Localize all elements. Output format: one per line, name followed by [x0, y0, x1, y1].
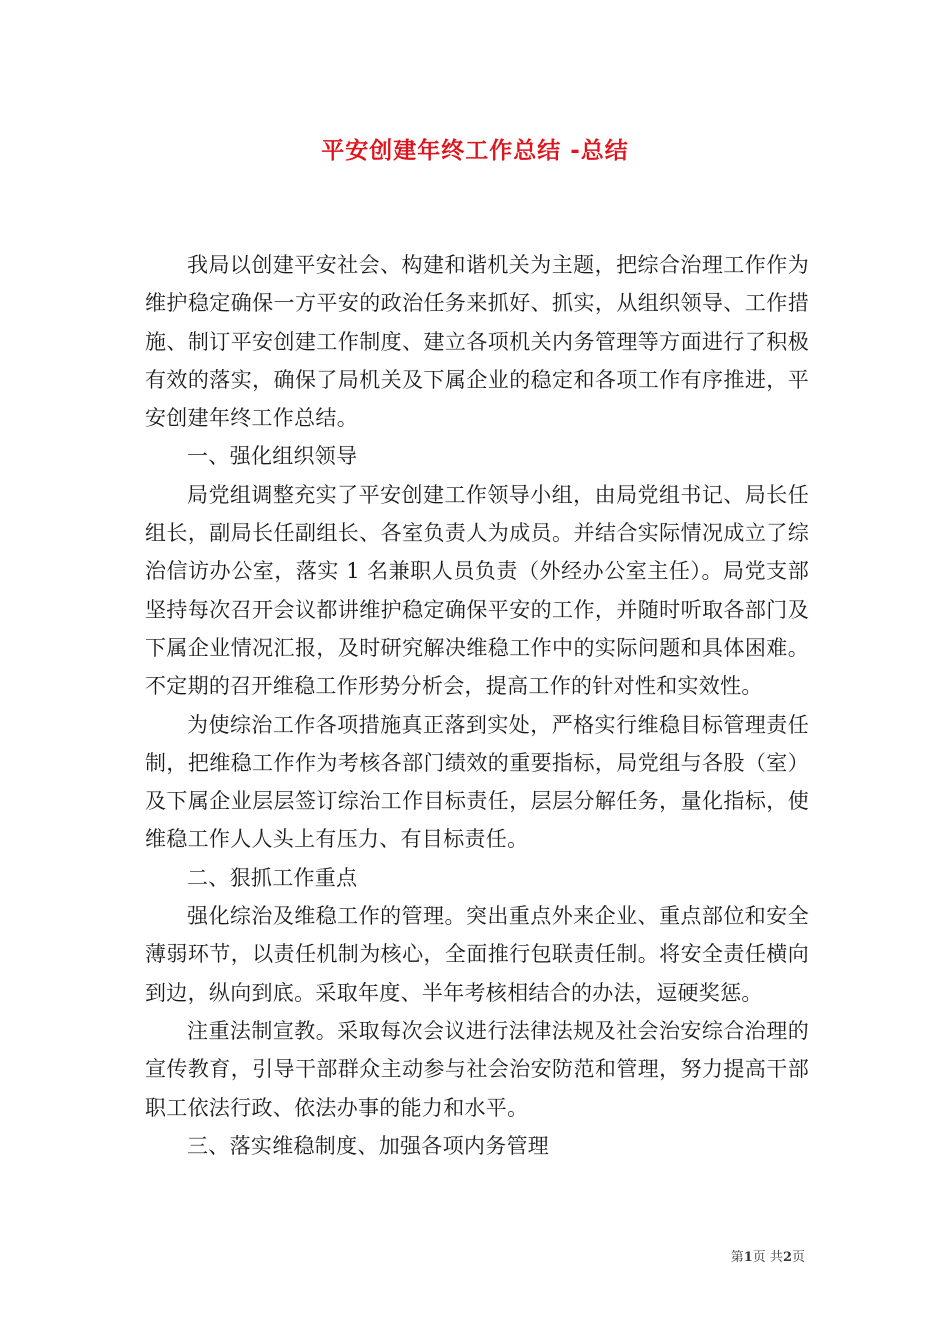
- paragraph-intro: 我局以创建平安社会、构建和谐机关为主题，把综合治理工作作为维护稳定确保一方平安的政治任务来抓好、抓实，从组织领导、工作措施、制订平安创建工作制度、建立各项机关内务管理等方面进行了积极有效的落实，确保了局机关及下属企业的稳定和各项工作有序推进，平安创建年终工作总结。: [145, 253, 809, 431]
- document-title: 平安创建年终工作总结 -总结: [321, 138, 629, 164]
- paragraph-legal-education: 注重法制宣教。采取每次会议进行法律法规及社会治安综合治理的宣传教育，引导干部群众主动参与社会治安防范和管理，努力提高干部职工依法行政、依法办事的能力和水平。: [145, 1018, 809, 1120]
- paragraph-responsibility: 为使综治工作各项措施真正落到实处，严格实行维稳目标管理责任制，把维稳工作作为考核各部门绩效的重要指标，局党组与各股（室）及下属企业层层签订综治工作目标责任，层层分解任务，量化指标，使维稳工作人人头上有压力、有目标责任。: [145, 712, 809, 852]
- document-body: [145, 246, 809, 1165]
- total-page-count: 2: [782, 1250, 792, 1265]
- footer-middle: 页 共: [752, 1250, 783, 1265]
- paragraph-management: 强化综治及维稳工作的管理。突出重点外来企业、重点部位和安全薄弱环节，以责任机制为核心，全面推行包联责任制。将安全责任横向到边，纵向到底。采取年度、半年考核相结合的办法，逗硬奖惩。: [145, 904, 809, 1005]
- paragraph-organization: 局党组调整充实了平安创建工作领导小组，由局党组书记、局长任组长，副局长任副组长、各室负责人为成员。并结合实际情况成立了综治信访办公室，落实 1 名兼职人员负责（外经办公室主任）。局党支部坚持每次召开会议都讲维护稳定确保平安的工作，并随时听取各部门及下属企业情况汇报，及时研究解决维稳工作中的实际问题和具体困难。不定期的召开维稳工作形势分析会，提高工作的针对性和实效性。: [145, 482, 809, 699]
- current-page-number: 1: [743, 1250, 753, 1265]
- section-heading-2: 二、狠抓工作重点: [187, 865, 358, 890]
- section-heading-3: 三、落实维稳制度、加强各项内务管理: [187, 1133, 550, 1158]
- page-number-footer: [731, 1246, 805, 1265]
- footer-prefix: 第: [730, 1250, 744, 1265]
- section-heading-1: 一、强化组织领导: [187, 444, 358, 469]
- footer-suffix: 页: [791, 1250, 805, 1265]
